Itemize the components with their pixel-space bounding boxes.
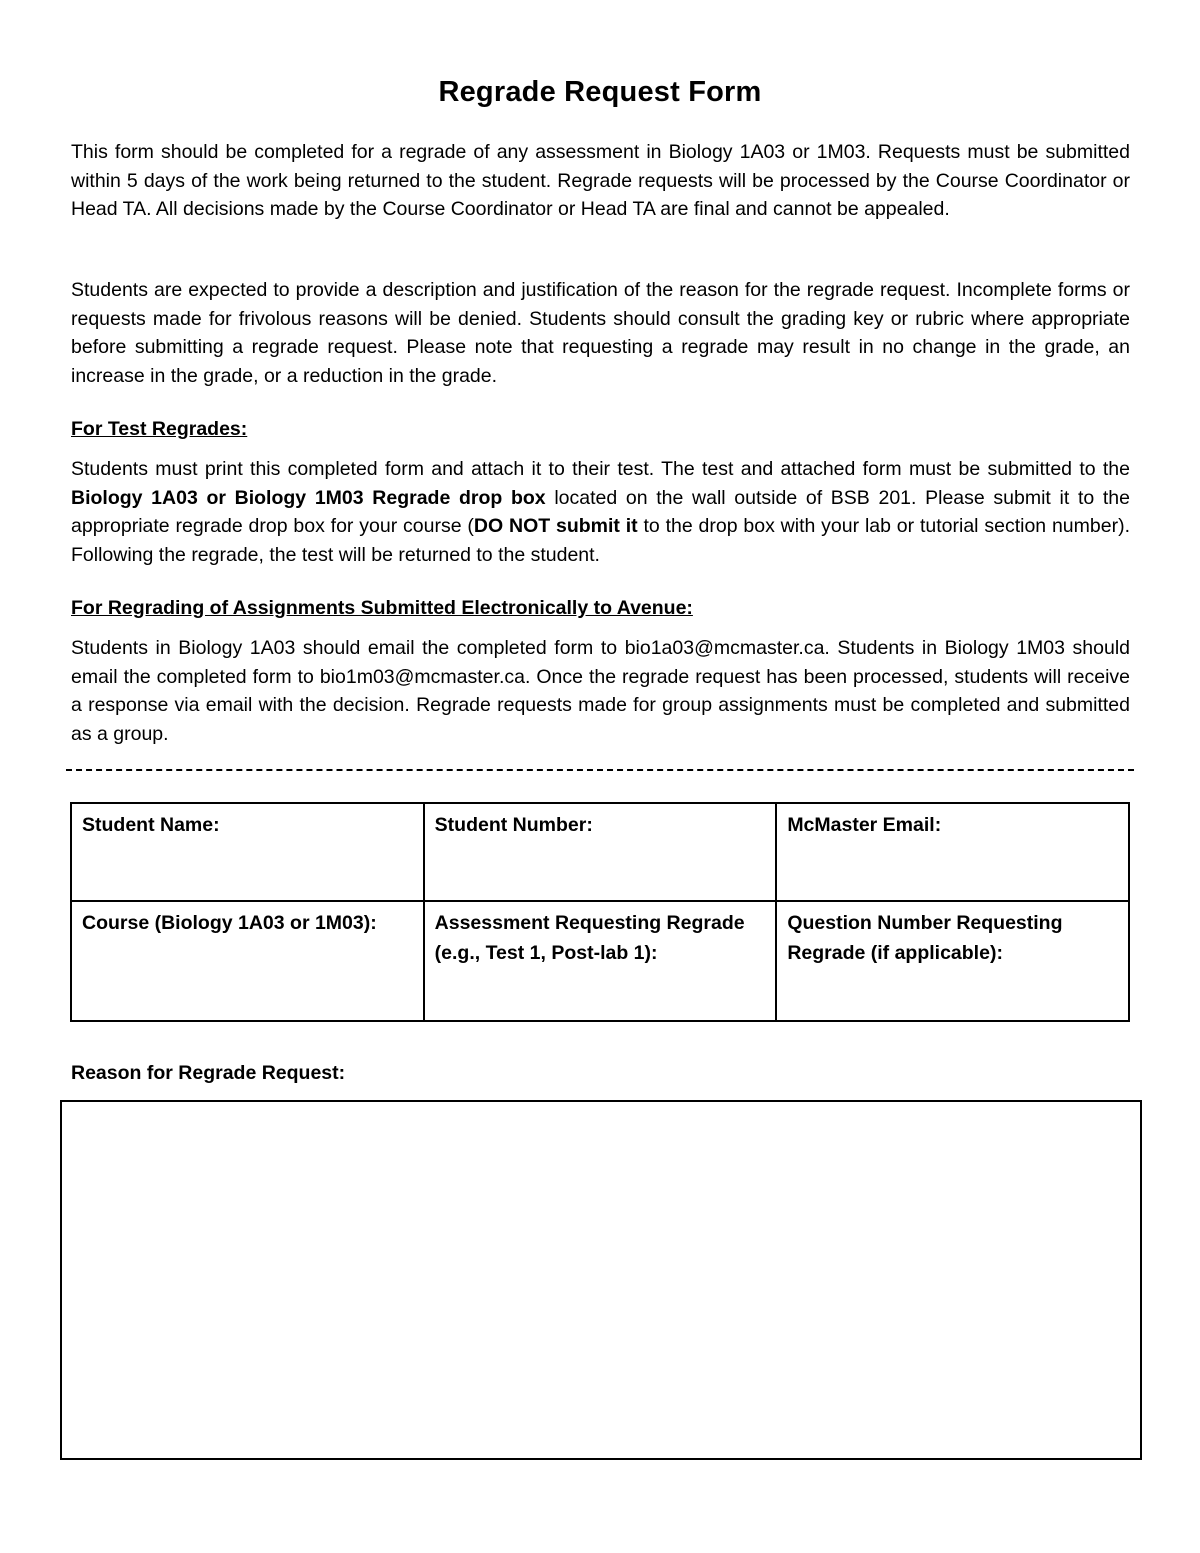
mcmaster-email-label: McMaster Email:: [787, 814, 942, 836]
reason-input-box[interactable]: [60, 1100, 1142, 1460]
student-number-field[interactable]: [424, 803, 777, 901]
avenue-regrades-paragraph: Students in Biology 1A03 should email the completed form to bio1a03@mcmaster.ca. Students in Biology 1M03 should email the completed form to bio1m03@mcmaster.ca. Once the regrade request has been processed, students will receive a response via email with the decision. Regrade requests made for group assignments must be completed and submitted as a group.: [71, 637, 1130, 746]
test-regrades-text-2: located on the wall outside of BSB 201. Please submit it to the appropriate regrade drop box for your course (: [71, 486, 1130, 538]
drop-box-name: Biology 1A03 or Biology 1M03 Regrade drop box: [71, 486, 546, 509]
course-label: Course (Biology 1A03 or 1M03):: [82, 912, 377, 934]
question-number-field[interactable]: [776, 901, 1129, 1021]
assessment-field[interactable]: [424, 901, 777, 1021]
reason-label: Reason for Regrade Request:: [71, 1062, 346, 1084]
student-number-label: Student Number:: [434, 814, 593, 836]
intro-paragraph-1: This form should be completed for a regrade of any assessment in Biology 1A03 or 1M03. Requests must be submitted within 5 days of the work being returned to the student. Regrade requests will be processed by the Course Coordinator or Head TA. All decisions made by the Course Coordinator or Head TA are final and cannot be appealed.: [71, 141, 1130, 221]
page-title: Regrade Request Form: [438, 76, 762, 108]
student-name-field[interactable]: [71, 803, 424, 901]
table-row: [71, 901, 1129, 1021]
do-not-submit-warning: DO NOT submit it: [473, 515, 638, 538]
mcmaster-email-field[interactable]: [776, 803, 1129, 901]
test-regrades-text-3: to the drop box with your lab or tutorial section number). Following the regrade, the test will be returned to the student.: [71, 515, 1130, 567]
intro-paragraph-2: Students are expected to provide a description and justification of the reason for the regrade request. Incomplete forms or requests made for frivolous reasons will be denied. Students should consult the grading key or rubric where appropriate before submitting a regrade request. Please note that requesting a regrade may result in no change in the grade, an increase in the grade, or a reduction in the grade.: [71, 279, 1130, 388]
table-row: [71, 803, 1129, 901]
test-regrades-text-1: Students must print this completed form and attach it to their test. The test and attached form must be submitted to the: [71, 458, 1130, 480]
test-regrades-paragraph: [71, 455, 1130, 570]
cut-line-divider: [66, 769, 1134, 771]
student-name-label: Student Name:: [82, 814, 220, 836]
question-number-label: Question Number Requesting Regrade (if applicable):: [787, 912, 1063, 964]
test-regrades-heading: For Test Regrades:: [71, 418, 248, 440]
student-info-table: [70, 802, 1130, 1022]
course-field[interactable]: [71, 901, 424, 1021]
avenue-regrades-heading: For Regrading of Assignments Submitted Electronically to Avenue:: [71, 597, 693, 619]
assessment-label: Assessment Requesting Regrade (e.g., Test 1, Post-lab 1):: [434, 912, 745, 964]
